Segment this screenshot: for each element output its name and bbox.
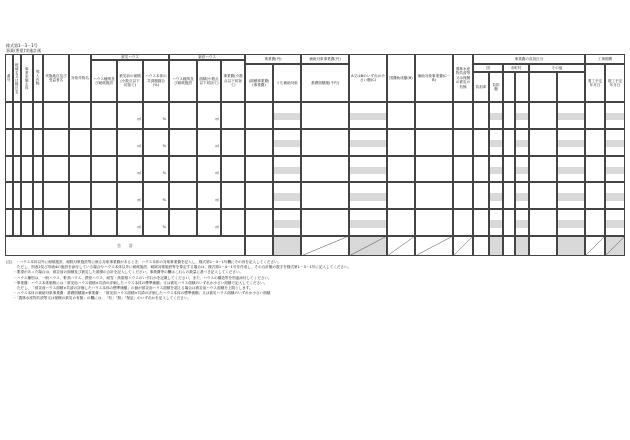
table-cell	[489, 129, 503, 156]
shaded-band	[558, 140, 584, 147]
total-cell	[489, 236, 503, 256]
table-cell	[197, 182, 221, 209]
table-cell	[13, 102, 21, 129]
shaded-band	[516, 193, 528, 200]
table-cell	[503, 129, 515, 156]
table-cell	[245, 156, 273, 183]
table-cell	[221, 102, 245, 129]
shaded-band	[490, 167, 502, 174]
table-cell	[557, 182, 585, 209]
table-cell	[273, 129, 301, 156]
col-cost: 事業費(小数点以下切捨て)	[221, 60, 245, 102]
unit-sqm: ㎡	[215, 144, 219, 149]
col-subsidy-target: 補助対象事業費(円)	[301, 54, 349, 64]
table-cell	[43, 102, 69, 129]
col-entity: 事業実施主体	[21, 54, 33, 102]
unit-sqm: ㎡	[215, 170, 219, 175]
shaded-band	[606, 167, 624, 174]
table-cell	[585, 182, 605, 209]
table-cell	[473, 182, 489, 209]
table-cell	[5, 129, 13, 156]
table-cell	[69, 102, 91, 129]
table-cell	[197, 209, 221, 236]
table-cell	[13, 156, 21, 183]
group-damaged-house: 被災ハウス	[91, 54, 169, 60]
table-cell	[5, 102, 13, 129]
col-burden-rate-2	[503, 72, 515, 102]
table-cell	[91, 182, 117, 209]
col-national-aid: 国費助成額(B)	[387, 54, 415, 102]
table-cell	[529, 102, 557, 129]
table-cell	[301, 209, 349, 236]
table-cell	[21, 182, 33, 209]
unit-percent: %	[162, 144, 166, 149]
table-cell	[557, 129, 585, 156]
table-cell	[529, 182, 557, 209]
table-cell	[91, 129, 117, 156]
shaded-band	[606, 193, 624, 200]
table-cell	[387, 129, 415, 156]
table-cell	[91, 102, 117, 129]
table-cell	[605, 129, 625, 156]
table-cell	[273, 182, 301, 209]
table-cell	[169, 129, 197, 156]
total-cell	[529, 236, 557, 256]
unit-sqm: ㎡	[215, 117, 219, 122]
total-cell	[349, 236, 387, 256]
plan-table	[5, 54, 625, 256]
shaded-band	[558, 113, 584, 120]
table-cell	[387, 209, 415, 236]
table-cell	[557, 209, 585, 236]
table-cell	[221, 209, 245, 236]
table-cell	[117, 209, 143, 236]
unit-sqm: ㎡	[137, 224, 141, 229]
unit-sqm: ㎡	[137, 144, 141, 149]
unit-percent: %	[162, 224, 166, 229]
shaded-band	[490, 140, 502, 147]
table-cell	[415, 182, 453, 209]
table-cell	[43, 156, 69, 183]
table-cell	[349, 156, 387, 183]
group-burden: 事業費の負担区分	[473, 54, 585, 64]
col-new-area: 面積(小数点以下切捨て)	[197, 60, 221, 102]
col-burden-other: その他	[529, 64, 585, 72]
total-cell	[473, 236, 489, 256]
table-cell	[33, 182, 43, 209]
table-cell	[21, 102, 33, 129]
table-cell	[387, 182, 415, 209]
shaded-band	[606, 113, 624, 120]
shaded-band	[516, 167, 528, 174]
unit-sqm: ㎡	[215, 197, 219, 202]
col-region: 地域名又は地区名	[13, 54, 21, 102]
col-no: 番号	[5, 54, 13, 102]
table-cell	[33, 209, 43, 236]
table-cell	[529, 129, 557, 156]
note-line: ただし、別表2及び別表4の施設を添付している場合やハウス本体以外に耐候施設、耐除対策施設等を算定する場合は、様式第1－4－1号を作成し、その合計額の数字を様式第1－3－1号に記入してください。	[6, 265, 352, 270]
table-cell	[529, 156, 557, 183]
table-cell	[529, 209, 557, 236]
total-cell	[453, 236, 473, 256]
col-burden-amount: 負担額	[489, 72, 503, 102]
table-cell	[169, 209, 197, 236]
table-cell	[515, 209, 529, 236]
document-subtitle: 事業(要望)実施計画	[6, 48, 42, 53]
table-cell	[43, 182, 69, 209]
shaded-band	[350, 113, 386, 120]
form-number: 様式第1－3－1号	[6, 43, 38, 48]
shaded-band	[274, 220, 300, 227]
table-cell	[503, 102, 515, 129]
table-cell	[245, 182, 273, 209]
shaded-band	[350, 167, 386, 174]
table-cell	[169, 156, 197, 183]
table-cell	[301, 182, 349, 209]
table-cell	[489, 102, 503, 129]
table-cell	[515, 129, 529, 156]
col-sched-end: 竣工予定年月日	[605, 64, 625, 102]
col-project-cost-sub3: うち補助対象	[273, 64, 301, 102]
note-line: ・ハウス本体の補助対象事業費：基礎面積割×事業費：「被災前ハウス面積×共済の評価したハウス本体の標準価額」又は被災ハウス面積のいずれか小さい面積	[6, 291, 271, 296]
col-crop: 導入作物	[33, 54, 43, 102]
table-cell	[415, 129, 453, 156]
shaded-band	[274, 193, 300, 200]
shaded-band	[490, 220, 502, 227]
shaded-band	[490, 113, 502, 120]
table-cell	[557, 156, 585, 183]
col-burden-amount-3	[557, 72, 585, 102]
table-cell	[585, 129, 605, 156]
table-cell	[415, 209, 453, 236]
table-cell	[117, 129, 143, 156]
table-cell	[33, 102, 43, 129]
table-cell	[605, 102, 625, 129]
table-cell	[453, 209, 473, 236]
total-cell	[503, 236, 515, 256]
unit-percent: %	[162, 117, 166, 122]
table-cell	[245, 209, 273, 236]
unit-sqm: ㎡	[215, 224, 219, 229]
note-line: (注) ・ハウス本体以外に耐候施設、耐除対策施設等に係る対象事業費があるとき、ハウス本体の対象事業費を記入し、様式第1－4－1号欄にその旨を記入してください。	[6, 260, 282, 264]
table-cell	[197, 156, 221, 183]
table-cell	[515, 182, 529, 209]
col-burden-rate: 負担率	[473, 72, 489, 102]
total-cell	[415, 236, 453, 256]
col-project-cost-sub1: (面積事業費)(事業費)	[245, 64, 273, 102]
shaded-band	[274, 113, 300, 120]
shaded-band	[516, 113, 528, 120]
col-district: 実施地区及び受益者名	[43, 54, 69, 102]
note-line: ・事業費：ハウス本体価格には「被災前ハウス面積×共済の評価したハウス本体の標準価額」又は被災ハウス面積のいずれか小さい面積で記入してください。	[6, 280, 268, 285]
table-cell	[503, 182, 515, 209]
table-cell	[453, 129, 473, 156]
table-cell	[117, 102, 143, 129]
shaded-band	[558, 167, 584, 174]
table-cell	[453, 182, 473, 209]
col-subsidy-target-sub: 基礎面積割(千円)	[301, 64, 349, 102]
table-cell	[169, 182, 197, 209]
table-cell	[33, 129, 43, 156]
table-cell	[69, 156, 91, 183]
table-cell	[473, 209, 489, 236]
table-cell	[605, 156, 625, 183]
table-cell	[515, 156, 529, 183]
table-cell	[143, 182, 169, 209]
shaded-band	[490, 193, 502, 200]
table-cell	[605, 182, 625, 209]
table-cell	[197, 102, 221, 129]
table-cell	[69, 209, 91, 236]
table-cell	[453, 156, 473, 183]
col-burden-rate-3	[529, 72, 557, 102]
group-new-house: 新設ハウス	[169, 54, 245, 60]
unit-percent: %	[162, 197, 166, 202]
total-cell	[387, 236, 415, 256]
unit-sqm: ㎡	[137, 197, 141, 202]
table-cell	[473, 102, 489, 129]
shaded-band	[274, 167, 300, 174]
table-cell	[489, 182, 503, 209]
table-cell	[143, 102, 169, 129]
table-cell	[43, 209, 69, 236]
table-cell	[5, 156, 13, 183]
note-line: ・ハウス種別は、一般ハウス、軒高ハウス、鉄骨ハウス、耐雪・高規格ハウスのいずれかを記載してください。また、ハウスの構造等を別途添付してください。	[6, 275, 272, 280]
table-cell	[117, 156, 143, 183]
shaded-band	[350, 220, 386, 227]
table-cell	[13, 182, 21, 209]
table-cell	[91, 156, 117, 183]
table-cell	[69, 129, 91, 156]
group-schedule: 工事期間	[585, 54, 625, 64]
notes-section	[6, 260, 618, 302]
table-cell	[69, 182, 91, 209]
col-new-type: ハウス種別及び耐候施設	[169, 60, 197, 102]
table-cell	[5, 209, 13, 236]
table-cell	[585, 209, 605, 236]
table-cell	[221, 129, 245, 156]
table-cell	[273, 156, 301, 183]
table-cell	[605, 209, 625, 236]
table-cell	[91, 209, 117, 236]
shaded-band	[350, 140, 386, 147]
col-project-cost: 事業費(円)	[245, 54, 301, 64]
table-cell	[143, 209, 169, 236]
table-cell	[473, 156, 489, 183]
table-cell	[515, 102, 529, 129]
table-cell	[415, 156, 453, 183]
shaded-band	[274, 140, 300, 147]
table-cell	[415, 102, 453, 129]
shaded-band	[606, 220, 624, 227]
col-burden-pref: 市町村	[503, 64, 529, 72]
shaded-band	[558, 220, 584, 227]
col-burden-country: 国	[473, 64, 503, 72]
table-cell	[5, 182, 13, 209]
table-cell	[349, 102, 387, 129]
table-cell	[143, 156, 169, 183]
table-cell	[143, 129, 169, 156]
col-target-crop: 対象作物名	[69, 54, 91, 102]
unit-sqm: ㎡	[137, 170, 141, 175]
total-cell	[273, 236, 301, 256]
table-cell	[503, 209, 515, 236]
total-cell	[245, 236, 273, 256]
col-area: 被災前の面積(小数点以下切捨て)	[117, 60, 143, 102]
shaded-band	[558, 193, 584, 200]
table-cell	[301, 102, 349, 129]
table-cell	[13, 129, 21, 156]
table-cell	[301, 129, 349, 156]
col-subsidy-rate: 補助対象事業費(C－B)	[415, 54, 453, 102]
col-ab: A又はBのいずれか小さい額(C)	[349, 54, 387, 102]
table-cell	[301, 156, 349, 183]
shaded-band	[516, 140, 528, 147]
table-cell	[13, 209, 21, 236]
table-cell	[169, 102, 197, 129]
table-cell	[221, 156, 245, 183]
table-cell	[117, 182, 143, 209]
note-line: ・要望があった場合は、被災前の面積及び被災した面積の合計を記入してください。事業費等の欄はこれらの数量に基づき記入してください。	[6, 270, 244, 275]
col-sched-start: 着工予定年月日	[585, 64, 605, 102]
table-cell	[221, 182, 245, 209]
total-cell	[557, 236, 585, 256]
col-ratio: ハウス本体の共済額割合(%)	[143, 60, 169, 102]
unit-sqm: ㎡	[137, 117, 141, 122]
table-cell	[387, 156, 415, 183]
table-cell	[21, 129, 33, 156]
table-cell	[245, 102, 273, 129]
table-cell	[349, 209, 387, 236]
table-cell	[387, 102, 415, 129]
table-cell	[349, 129, 387, 156]
shaded-band	[350, 193, 386, 200]
table-cell	[489, 209, 503, 236]
col-insurance: 農林水産物共済等又は保険の被災の有無	[453, 54, 473, 102]
table-cell	[453, 102, 473, 129]
table-cell	[21, 156, 33, 183]
total-cell	[301, 236, 349, 256]
table-cell	[33, 156, 43, 183]
total-cell	[515, 236, 529, 256]
table-cell	[489, 156, 503, 183]
shaded-band	[606, 140, 624, 147]
table-cell	[245, 129, 273, 156]
total-cell	[605, 236, 625, 256]
table-cell	[43, 129, 69, 156]
note-line: ただし、「被災前ハウス面積×共済の評価したハウス本体の標準価額」の値が被災前ハウス面積を超える場合は被災前ハウス面積を上限とします。	[6, 286, 253, 291]
table-cell	[197, 129, 221, 156]
unit-percent: %	[162, 170, 166, 175]
total-cell	[585, 236, 605, 256]
col-house-type: ハウス種別及び耐候施設	[91, 60, 117, 102]
table-cell	[349, 182, 387, 209]
table-cell	[585, 156, 605, 183]
shaded-band	[516, 220, 528, 227]
table-cell	[21, 209, 33, 236]
table-cell	[273, 102, 301, 129]
col-burden-amount-2	[515, 72, 529, 102]
table-cell	[473, 129, 489, 156]
table-cell	[273, 209, 301, 236]
total-label-cell: 合 計	[5, 236, 245, 256]
table-cell	[557, 102, 585, 129]
note-line: ・「農林水産物共済等又は保険の被災の有無」の欄には、「有」「無」「保証」のいずれかを記入してください。	[6, 296, 192, 301]
table-cell	[503, 156, 515, 183]
table-cell	[585, 102, 605, 129]
